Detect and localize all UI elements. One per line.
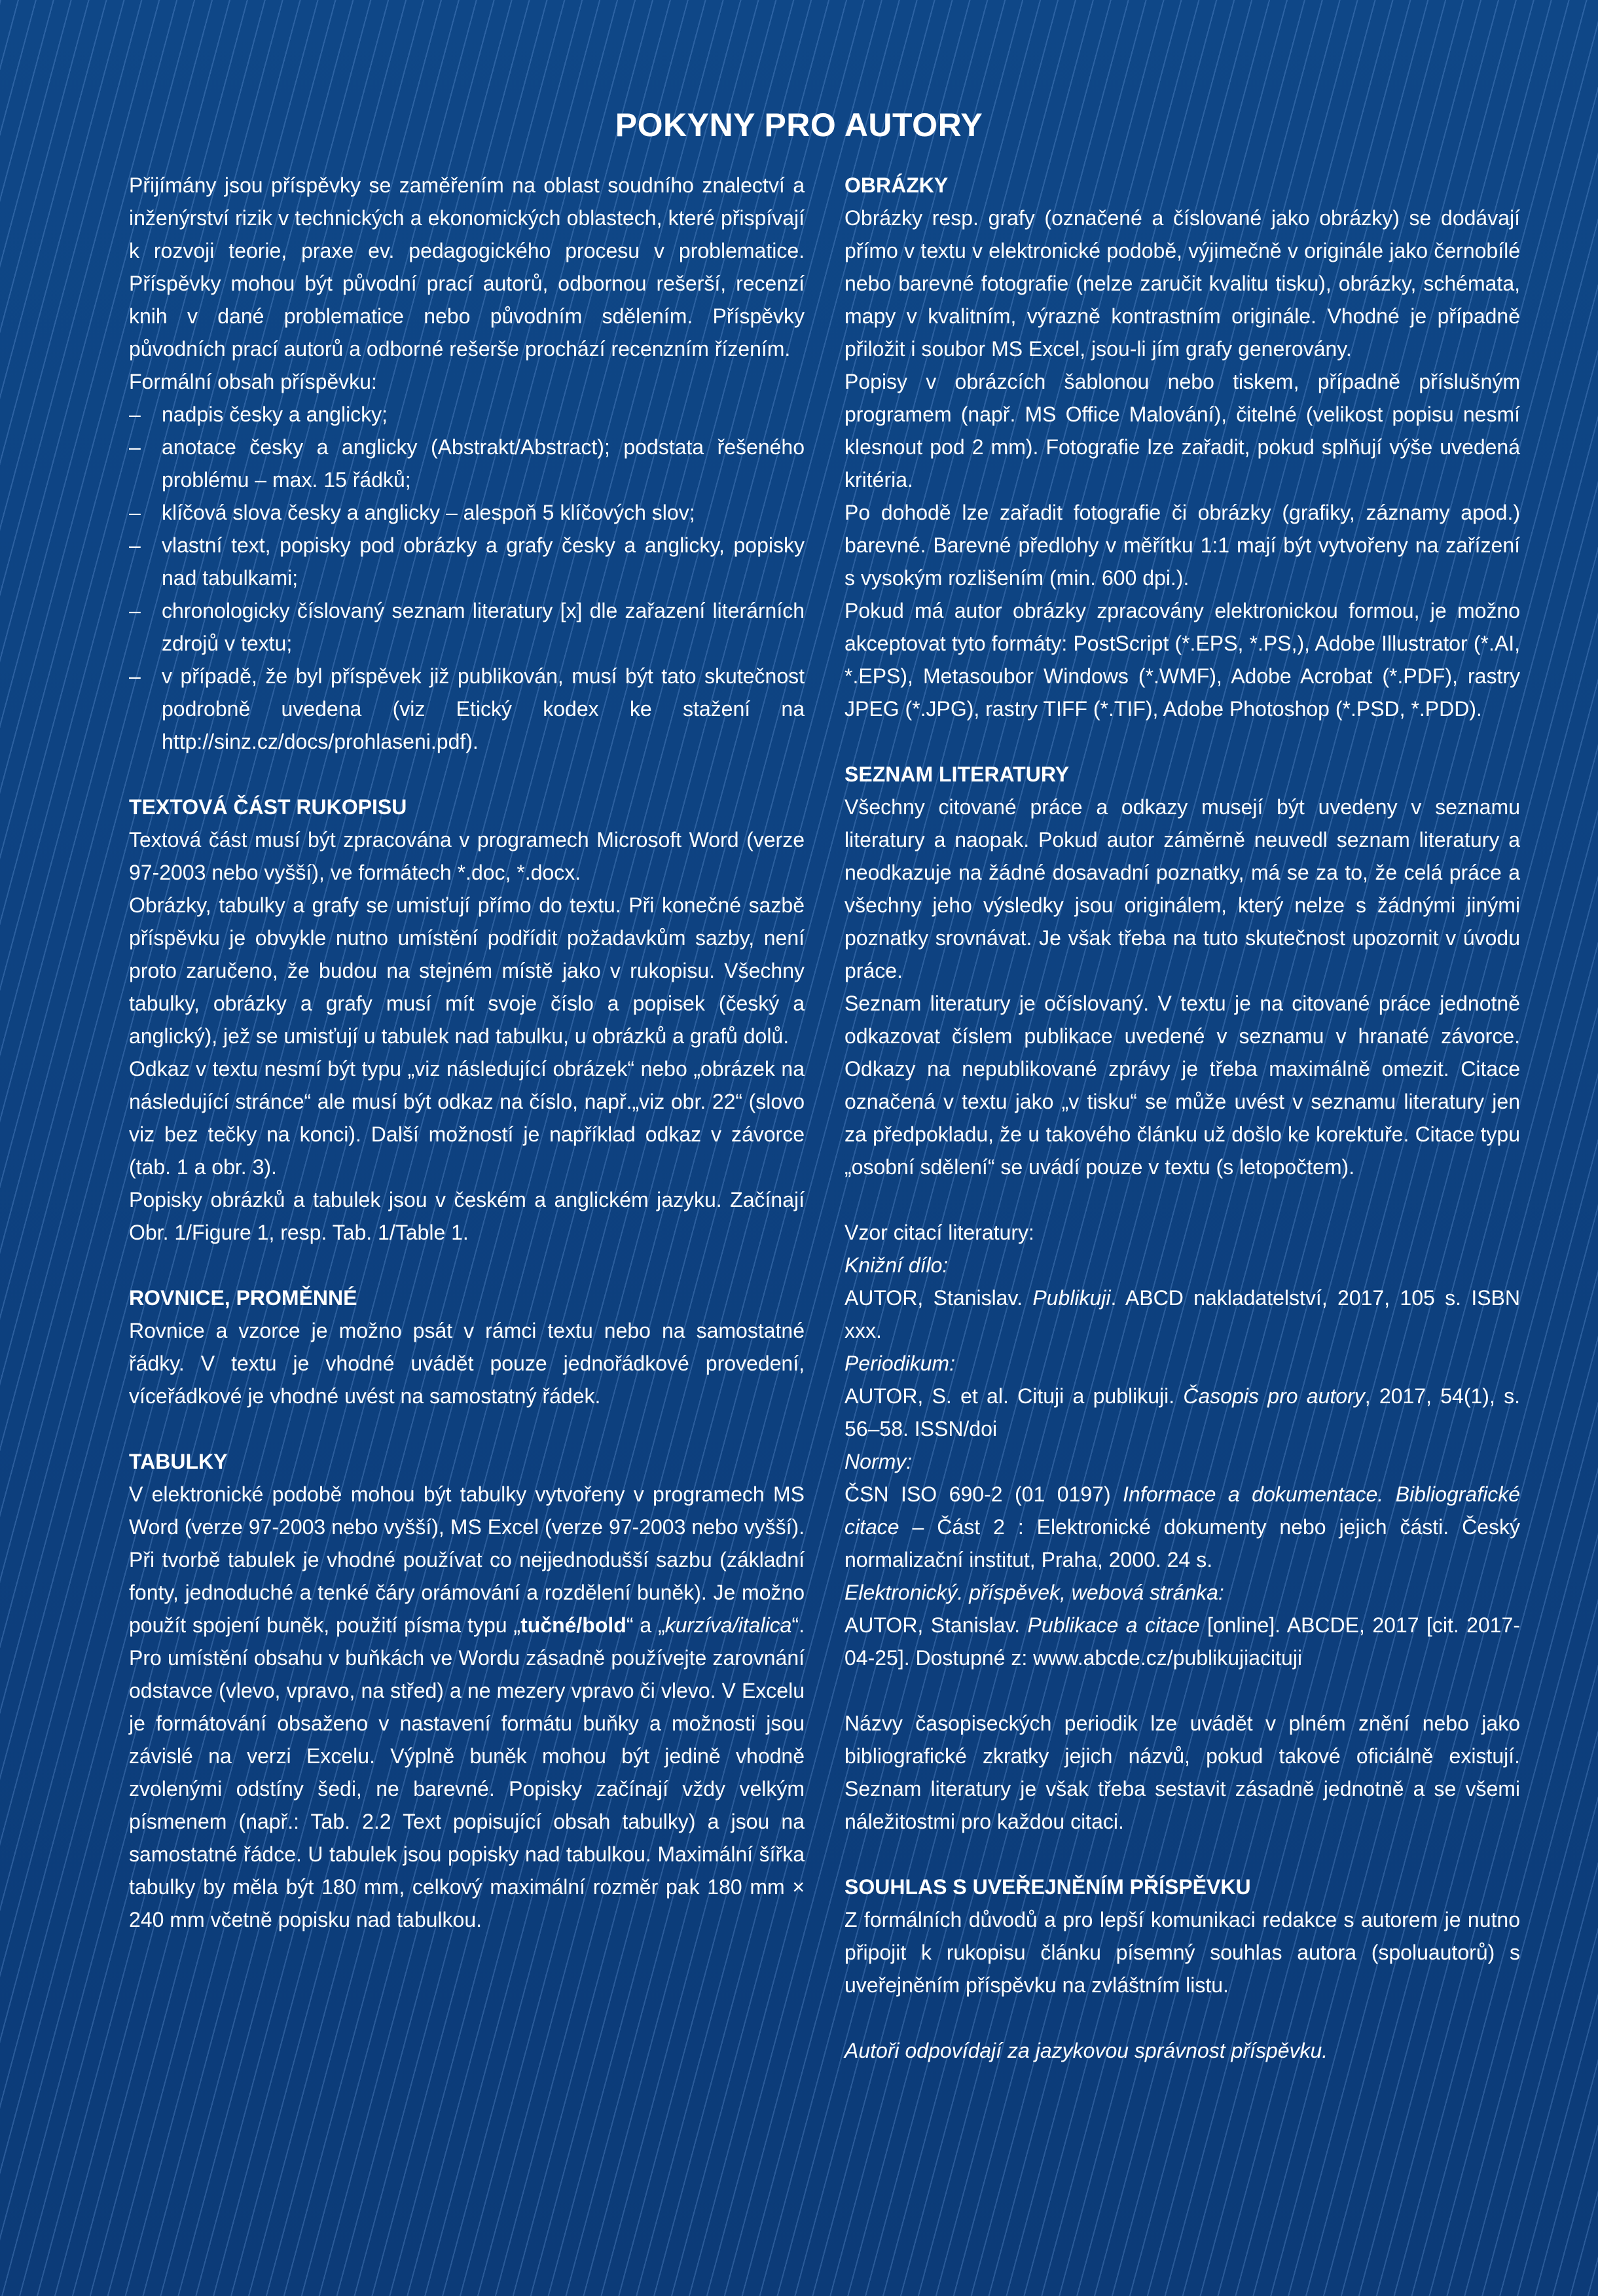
literature-paragraph: Všechny citované práce a odkazy musejí být uvedeny v seznamu literatury a naopak. Pokud autor záměrně neuvedl seznam literatury a neodkazuje na žádné dosavadní poznatky, má se za to, že celá práce a všechny jeho výsledky jsou originálem, který nelze s žádnými jinými poznatky srovnávat. Je však třeba na tuto skutečnost upozornit v úvodu práce. bbox=[844, 795, 1520, 982]
tables-paragraph bbox=[129, 1478, 805, 1936]
citation-label-web: Elektronický. příspěvek, webová stránka: bbox=[844, 1581, 1224, 1604]
list-item: – klíčová slova česky a anglicky – alespoň 5 klíčových slov; bbox=[129, 496, 805, 529]
tables-text: “ a „ bbox=[626, 1613, 665, 1637]
citation-text: AUTOR, S. et al. Cituji a publikuji. bbox=[844, 1384, 1184, 1408]
consent-heading: SOUHLAS S UVEŘEJNĚNÍM PŘÍSPĚVKU bbox=[844, 1875, 1251, 1899]
right-column bbox=[844, 169, 1520, 2067]
literature-heading: SEZNAM LITERATURY bbox=[844, 762, 1070, 786]
page-title: POKYNY PRO AUTORY bbox=[615, 106, 983, 143]
list-item: – nadpis česky a anglicky; bbox=[129, 398, 805, 431]
closing-note: Autoři odpovídají za jazykovou správnost příspěvku. bbox=[844, 2039, 1328, 2062]
bold-example: tučné/bold bbox=[520, 1613, 626, 1637]
images-paragraph: Pokud má autor obrázky zpracovány elektronickou formou, je možno akceptovat tyto formáty: PostScript (*.EPS, *.PS,), Adobe Illustrator (*.AI, *.EPS), Metasoubor Windows (*.WMF), Adobe Acrobat (*.PDF), rastry JPEG (*.JPG), rastry TIFF (*.TIF), Adobe Photoshop (*.PSD, *.PDD). bbox=[844, 599, 1520, 721]
citation-periodical bbox=[844, 1380, 1520, 1445]
citation-text: – Část 2 : Elektronické dokumenty nebo jejich části. Český normalizační institut, Praha, 2000. 24 s. bbox=[844, 1515, 1520, 1571]
tables-text: V elektronické podobě mohou být tabulky vytvořeny v programech MS Word (verze 97-2003 nebo vyšší), MS Excel (verze 97-2003 nebo vyšší). Při tvorbě tabulek je vhodné používat co nejjednodušší sazbu (základní fonty, jednoduché a tenké čáry orámování a rozdělení buněk). Je možno použít spojení buněk, použití písma typu „ bbox=[129, 1482, 805, 1637]
citation-label-norm: Normy: bbox=[844, 1450, 913, 1473]
tables-heading: TABULKY bbox=[129, 1450, 228, 1473]
citation-text: , 2017, 54(1), s. 56–58. ISSN/doi bbox=[844, 1384, 1521, 1441]
citation-norm bbox=[844, 1478, 1520, 1576]
text-paragraph: Popisky obrázků a tabulek jsou v českém a anglickém jazyku. Začínají Obr. 1/Figure 1, resp. Tab. 1/Table 1. bbox=[129, 1188, 805, 1244]
text-section-heading: TEXTOVÁ ČÁST RUKOPISU bbox=[129, 795, 407, 819]
intro-paragraph: Přijímány jsou příspěvky se zaměřením na oblast soudního znalectví a inženýrství rizik v technických a ekonomických oblastech, které přispívají k rozvoji teorie, praxe ev. pedagogického procesu v problematice. Příspěvky mohou být původní prací autorů, odbornou rešerší, recenzí knih v dané problematice nebo původním sdělením. Příspěvky původních prací autorů a odborné rešerše prochází recenzním řízením. bbox=[129, 173, 805, 361]
list-item: – anotace česky a anglicky (Abstrakt/Abstract); podstata řešeného problému – max. 15 řádků; bbox=[129, 431, 805, 496]
left-column bbox=[129, 169, 805, 1936]
images-heading: OBRÁZKY bbox=[844, 173, 949, 197]
formal-content-heading: Formální obsah příspěvku: bbox=[129, 370, 377, 393]
citation-web bbox=[844, 1609, 1520, 1674]
formal-content-list bbox=[129, 398, 805, 758]
citation-text: AUTOR, Stanislav. bbox=[844, 1613, 1028, 1637]
citation-italic: Časopis pro autory bbox=[1183, 1384, 1365, 1408]
citation-italic: Publikace a citace bbox=[1027, 1613, 1200, 1637]
consent-paragraph: Z formálních důvodů a pro lepší komunikaci redakce s autorem je nutno připojit k rukopisu článku písemný souhlas autora (spoluautorů) s uveřejněním příspěvku na zvláštním listu. bbox=[844, 1908, 1520, 1997]
citation-book bbox=[844, 1282, 1520, 1347]
citation-italic: Informace a dokumentace. Bibliografické citace bbox=[844, 1482, 1521, 1539]
italic-example: kurzíva/italica bbox=[664, 1613, 792, 1637]
equations-heading: ROVNICE, PROMĚNNÉ bbox=[129, 1286, 357, 1310]
equations-paragraph: Rovnice a vzorce je možno psát v rámci textu nebo na samostatné řádky. V textu je vhodné uvádět pouze jednořádkové provedení, víceřádkové je vhodné uvést na samostatný řádek. bbox=[129, 1319, 805, 1408]
text-paragraph: Odkaz v textu nesmí být typu „viz následující obrázek“ nebo „obrázek na následující stránce“ ale musí být odkaz na číslo, např.„viz obr. 22“ (slovo viz bez tečky na konci). Další možností je například odkaz v závorce (tab. 1 a obr. 3). bbox=[129, 1057, 805, 1179]
citation-intro: Vzor citací literatury: bbox=[844, 1221, 1034, 1244]
list-item: – v případě, že byl příspěvek již publikován, musí být tato skutečnost podrobně uvedena (viz Etický kodex ke stažení na http://sinz.cz/docs/prohlaseni.pdf). bbox=[129, 660, 805, 758]
text-paragraph: Textová část musí být zpracována v programech Microsoft Word (verze 97-2003 nebo vyšší), ve formátech *.doc, *.docx. bbox=[129, 828, 805, 884]
citation-text: . ABCD nakladatelství, 2017, 105 s. ISBN xxx. bbox=[844, 1286, 1521, 1342]
list-item: – vlastní text, popisky pod obrázky a grafy česky a anglicky, popisky nad tabulkami; bbox=[129, 529, 805, 594]
tables-text: “. Pro umístění obsahu v buňkách ve Wordu zásadně používejte zarovnání odstavce (vlevo, vpravo, na střed) a ne mezery vpravo či vlevo. V Excelu je formátování obsaženo v nastavení formátu buňky a možnosti jsou závislé na verzi Excelu. Výplně buněk mohou být jedině vhodně zvolenými odstíny šedi, ne barevné. Popisky začínají vždy velkým písmenem (např.: Tab. 2.2 Text popisující obsah tabulky) a jsou na samostatné řádce. U tabulek jsou popisky nad tabulkou. Maximální šířka tabulky by měla být 180 mm, celkový maximální rozměr pak 180 mm × 240 mm včetně popisku nad tabulkou. bbox=[129, 1613, 805, 1931]
images-paragraph: Obrázky resp. grafy (označené a číslované jako obrázky) se dodávají přímo v textu v elektronické podobě, výjimečně v originále jako černobílé nebo barevné fotografie (nelze zaručit kvalitu tisku), obrázky, schémata, mapy v kvalitním, výrazně kontrastním originále. Vhodné je případně přiložit i soubor MS Excel, jsou-li jím grafy generovány. bbox=[844, 206, 1520, 361]
citation-text: ČSN ISO 690-2 (01 0197) bbox=[844, 1482, 1123, 1506]
citation-label-periodical: Periodikum: bbox=[844, 1352, 955, 1375]
periodicals-note: Názvy časopiseckých periodik lze uvádět v plném znění nebo jako bibliografické zkratky jejich názvů, pokud takové oficiálně existují. Seznam literatury je však třeba sestavit zásadně jednotně a se všemi náležitostmi pro každou citaci. bbox=[844, 1712, 1520, 1833]
images-paragraph: Popisy v obrázcích šablonou nebo tiskem, případně příslušným programem (např. MS Office Malování), čitelné (velikost popisu nesmí klesnout pod 2 mm). Fotografie lze zařadit, pokud splňují výše uvedená kritéria. bbox=[844, 370, 1520, 492]
images-paragraph: Po dohodě lze zařadit fotografie či obrázky (grafiky, záznamy apod.) barevné. Barevné předlohy v měřítku 1:1 mají být vytvořeny na zařízení s vysokým rozlišením (min. 600 dpi.). bbox=[844, 501, 1520, 590]
text-paragraph: Obrázky, tabulky a grafy se umisťují přímo do textu. Při konečné sazbě příspěvku je obvykle nutno umístění podřídit požadavkům sazby, není proto zaručeno, že budou na stejném místě jako v rukopisu. Všechny tabulky, obrázky a grafy musí mít svoje číslo a popisek (český a anglický), jež se umisťují u tabulek nad tabulku, u obrázků a grafů dolů. bbox=[129, 893, 805, 1048]
citation-italic: Publikuji bbox=[1032, 1286, 1111, 1310]
citation-text: AUTOR, Stanislav. bbox=[844, 1286, 1033, 1310]
citation-text: [online]. ABCDE, 2017 [cit. 2017-04-25]. Dostupné z: www.abcde.cz/publikujiacituji bbox=[844, 1613, 1521, 1670]
list-item: – chronologicky číslovaný seznam literatury [x] dle zařazení literárních zdrojů v textu; bbox=[129, 594, 805, 660]
citation-label-book: Knižní dílo: bbox=[844, 1253, 949, 1277]
literature-paragraph: Seznam literatury je očíslovaný. V textu je na citované práce jednotně odkazovat číslem publikace uvedené v seznamu v hranaté závorce. Odkazy na nepublikované zprávy je třeba maximálně omezit. Citace označená v textu jako „v tisku“ se může uvést v seznamu literatury jen za předpokladu, že u takového článku už došlo ke korektuře. Citace typu „osobní sdělení“ se uvádí pouze v textu (s letopočtem). bbox=[844, 992, 1520, 1179]
